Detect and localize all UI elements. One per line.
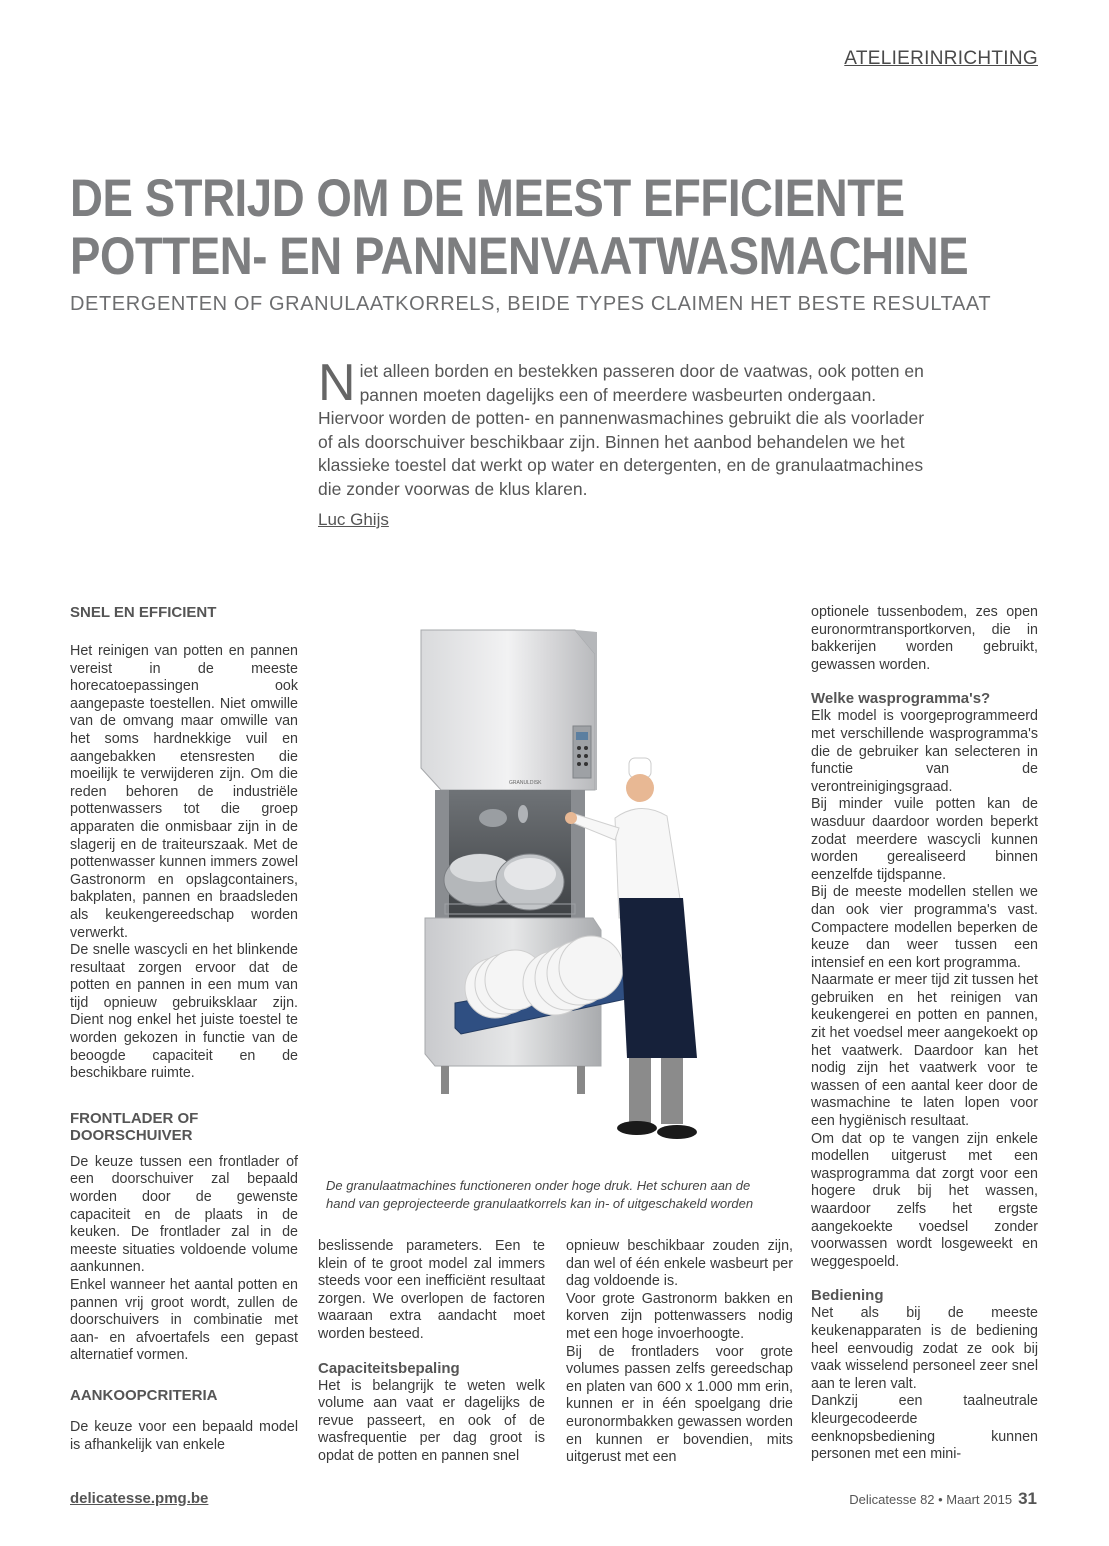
page-number: 31 [1018,1489,1037,1508]
column-1 [70,604,298,1454]
dishwasher-chef-illustration [405,618,725,1158]
paragraph: optionele tussenbodem, zes open euronormtransportkorven, die in bakkerijen worden gebruikt, gewassen worden. [811,604,1038,673]
paragraph: Naarmate er meer tijd zit tussen het gebruiken en het reinigen van keukengerei en potten en pannen, zit het voedsel meer aangekoekt op het vaatwerk. Daardoor kan het nodig zijn het vaatwerk voor te wassen of een aantal keer door de wasmachine te laten lopen voor een hygiënisch resultaat. [811,972,1038,1130]
article-title [70,169,969,286]
figure-caption: De granulaatmachines functioneren onder hoge druk. Het schuren aan de hand van geprojecteerde granulaatkorrels kan in- of uitgeschakeld worden [326,1178,754,1211]
paragraph: De keuze voor een bepaald model is afhankelijk van enkele [70,1418,298,1453]
author-byline: Luc Ghijs [318,510,389,529]
heading-frontlader-line-1: FRONTLADER OF [70,1109,199,1127]
heading-wasprogrammas: Welke wasprogramma's? [811,690,991,708]
drop-cap: N [318,354,356,412]
paragraph: Het is belangrijk te weten welk volume aan vaat er dagelijks de revue passeert, en ook of de wasfrequentie per dag groot is opdat de potten en pannen snel [318,1377,545,1464]
heading-aankoopcriteria: AANKOOPCRITERIA [70,1386,218,1404]
paragraph: Dankzij een taalneutrale kleurgecodeerde eenknopsbediening kunnen personen met een mini- [811,1393,1038,1463]
paragraph: opnieuw beschikbaar zouden zijn, dan wel of één enkele wasbeurt per dag voldoende is. [566,1238,793,1290]
paragraph: Om dat op te vangen zijn enkele modellen uitgerust met een wasprogramma dat zorgt voor een hogere druk bij het wassen, waardoor zelfs het ergste aangekoekte voedsel zonder voorwassen wordt losgeweekt en weggespoeld. [811,1130,1038,1270]
footer-issue [849,1489,1037,1509]
heading-snel-en-efficient: SNEL EN EFFICIENT [70,604,217,621]
intro-text: iet alleen borden en bestekken passeren door de vaatwas, ook potten en pannen moeten dagelijks een of meerdere wasbeurten ondergaan. Hiervoor worden de potten- en pannenwasmachines gebruikt die als voorlader of als doorschuiver beschikbaar zijn. Binnen het aanbod behandelen we het klassieke toestel dat werkt op water en detergenten, en de granulaatmachines die zonder voorwas de klus klaren. [318,361,925,499]
section-tag: ATELIERINRICHTING [844,48,1038,69]
website-link[interactable]: delicatesse.pmg.be [70,1490,209,1507]
heading-capaciteitsbepaling: Capaciteitsbepaling [318,1359,460,1377]
paragraph: Bij de meeste modellen stellen we dan ook vier programma's vast. Compactere modellen beperken de keuze dan weer tussen een intensief en een kort programma. [811,884,1038,971]
intro-paragraph [318,354,928,501]
machine-brand-label: GRANULDISK [509,780,542,786]
paragraph: De keuze tussen een frontlader of een doorschuiver zal bepaald worden door de gewenste capaciteit en de plaats in de keuken. De frontlader zal in de meeste situaties voldoende volume aankunnen. [70,1153,298,1276]
article-subtitle: DETERGENTEN OF GRANULAATKORRELS, BEIDE TYPES CLAIMEN HET BESTE RESULTAAT [70,293,992,315]
paragraph: beslissende parameters. Een te klein of te groot model zal immers steeds voor een inefficiënt resultaat zorgen. We overlopen de factoren waaraan extra aandacht moet worden besteed. [318,1238,545,1342]
issue-label: Delicatesse 82 • Maart 2015 [849,1492,1013,1507]
column-2 [318,1238,545,1466]
paragraph: Bij de frontladers voor grote volumes passen zelfs gereedschap en platen van 600 x 1.000 mm erin, kunnen er in één spoelgang drie euronormbakken gewassen worden en kunnen er bovendien, mits uitgerust met een [566,1343,793,1466]
paragraph: Net als bij de meeste keukenapparaten is de bediening heel eenvoudig zodat ze ook bij vaak wisselend personeel zeer snel aan te leren valt. [811,1305,1038,1392]
column-4 [811,604,1038,1464]
column-3 [566,1238,793,1467]
heading-bediening: Bediening [811,1287,884,1305]
title-line-1: DE STRIJD OM DE MEEST EFFICIENTE [70,169,905,228]
title-line-2: POTTEN- EN PANNENVAATWASMACHINE [70,227,969,286]
paragraph: Voor grote Gastronorm bakken en korven zijn pottenwassers nodig met een hoge invoerhoogte. [566,1290,793,1342]
paragraph: Elk model is voorgeprogrammeerd met verschillende wasprogramma's die de gebruiker kan selecteren in functie van de verontreinigingsgraad. [811,708,1038,795]
figure-image [405,618,725,1158]
paragraph: De snelle wascycli en het blinkende resultaat zorgen ervoor dat de potten en pannen in een mum van tijd opnieuw gebruiksklaar zijn. Dient nog enkel het juiste toestel te worden gekozen in functie van de beoogde capaciteit en de beschikbare ruimte. [70,942,298,1082]
paragraph: Het reinigen van potten en pannen vereist in de meeste horecatoepassingen ook aangepaste toestellen. Niet omwille van de omvang maar omwille van het soms hardnekkige vuil en aangebakken etensresten die moeilijk te verwijderen zijn. Om die reden behoren de industriële pottenwassers tot die groep apparaten die onmisbaar zijn in de slagerij en de traiteurszaak. Met de pottenwasser kunnen immers zowel Gastronorm en opslagcontainers, bakplaten, pannen en braadsleden als keukengereedschap worden verwerkt. [70,643,298,941]
paragraph: Bij minder vuile potten kan de wasduur daardoor worden beperkt zodat meerdere wascycli kunnen worden gerealiseerd binnen eenzelfde tijdspanne. [811,796,1038,883]
heading-frontlader-line-2: DOORSCHUIVER [70,1126,193,1144]
paragraph: Enkel wanneer het aantal potten en pannen vrij groot wordt, zullen de doorschuivers in combinatie met aan- en afvoertafels een gepast alternatief vormen. [70,1277,298,1364]
